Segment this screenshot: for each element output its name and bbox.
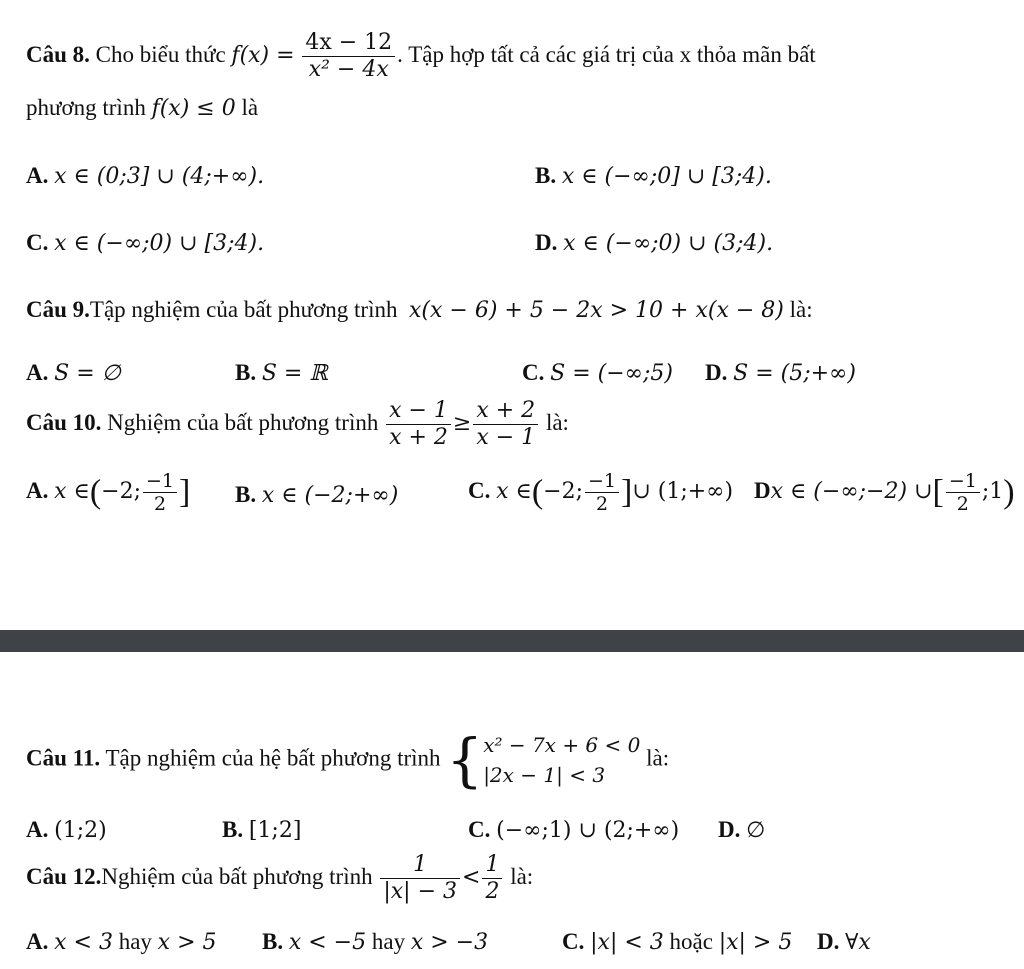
- fraction-numerator: −1: [585, 470, 619, 493]
- option-text: (−∞;1) ∪ (2;+∞): [496, 818, 680, 843]
- option-math-2: |x| > 5: [718, 930, 793, 955]
- question-11-option-a: [26, 816, 107, 845]
- option-text: S = (5;+∞): [733, 361, 856, 386]
- question-8-option-d: [535, 229, 773, 258]
- question-11-system: [483, 730, 640, 790]
- fraction-denominator: x − 1: [476, 425, 536, 450]
- option-math-1: |x| < 3: [590, 930, 664, 955]
- question-8-fraction: [302, 30, 395, 83]
- option-label: B.: [262, 929, 284, 954]
- question-11-text: Tập nghiệm của hệ bất phương trình: [105, 745, 441, 771]
- question-10-tail: là:: [545, 409, 569, 435]
- question-8-text-rest: . Tập hợp tất cả các giá trị của x thỏa mãn bất: [397, 41, 816, 67]
- question-9-line: [26, 296, 813, 325]
- option-label: D: [754, 477, 771, 503]
- question-8-line-1: [26, 30, 816, 83]
- option-label: C.: [468, 817, 491, 842]
- option-connector: hay: [118, 929, 152, 954]
- question-12-left-fraction: [380, 852, 460, 905]
- fraction-numerator: x − 1: [386, 398, 451, 425]
- question-12-option-a: [26, 928, 217, 957]
- fraction-denominator: 2: [956, 493, 969, 515]
- fraction-denominator: 2: [485, 879, 500, 904]
- question-9-text: Tập nghiệm của bất phương trình: [89, 297, 398, 322]
- option-math-1: x < 3: [54, 930, 113, 955]
- option-label: C.: [26, 230, 49, 255]
- open-paren: (: [531, 473, 544, 511]
- option-interval-end: ;1: [981, 478, 1004, 504]
- question-10-option-a: [26, 470, 190, 515]
- option-text: x ∈ (0;3] ∪ (4;+∞).: [54, 164, 265, 189]
- question-10-option-c: [468, 470, 733, 515]
- question-8-option-b: [535, 162, 772, 191]
- question-12-text: Nghiệm của bất phương trình: [101, 863, 373, 889]
- fraction-numerator: x + 2: [473, 398, 538, 425]
- option-math-2: x > −3: [410, 930, 489, 955]
- option-label: A.: [26, 817, 49, 842]
- question-11-option-c: [468, 816, 679, 845]
- fraction-denominator: 2: [595, 493, 609, 515]
- option-interval-start: −2;: [543, 478, 583, 504]
- option-connector: hoặc: [669, 929, 713, 954]
- open-paren: (: [89, 473, 102, 511]
- option-label: A.: [26, 163, 49, 188]
- option-label: C.: [468, 477, 491, 503]
- option-union-tail: ∪ (1;+∞): [632, 478, 734, 504]
- question-9-inequality: x(x − 6) + 5 − 2x > 10 + x(x − 8): [409, 298, 784, 323]
- fraction-numerator: 1: [482, 852, 502, 879]
- option-math-1: x < −5: [288, 930, 367, 955]
- question-11-line: [26, 726, 670, 794]
- system-equation-1: x² − 7x + 6 < 0: [483, 733, 641, 757]
- option-text: S = (−∞;5): [550, 361, 673, 386]
- fraction-denominator: 2: [153, 493, 167, 515]
- fraction-numerator: −1: [143, 470, 177, 493]
- question-8-fraction-denominator: x² − 4x: [308, 57, 389, 82]
- question-12-right-fraction: [482, 852, 502, 905]
- option-text: [1;2]: [248, 818, 302, 843]
- question-8-line-2: [26, 94, 258, 123]
- option-label: B.: [235, 482, 257, 507]
- question-8-label: Câu 8.: [26, 41, 90, 67]
- question-11-option-b: [222, 816, 301, 845]
- option-label: A.: [26, 929, 49, 954]
- question-9-label: Câu 9.: [26, 297, 90, 322]
- option-label: D.: [817, 929, 840, 954]
- option-prefix: x ∈ (−∞;−2) ∪: [770, 478, 933, 504]
- fraction-denominator: |x| − 3: [383, 879, 457, 904]
- question-9-option-b: [235, 359, 328, 388]
- question-8-line2-text: phương trình: [26, 95, 146, 120]
- question-9-tail: là:: [789, 297, 813, 322]
- question-8-fraction-numerator: 4x − 12: [302, 30, 395, 57]
- option-text: (1;2): [54, 818, 107, 843]
- option-math-1: ∀x: [845, 930, 871, 955]
- question-8-function-lhs: f(x) =: [231, 42, 295, 68]
- question-12-label: Câu 12.: [26, 863, 102, 889]
- question-9-option-d: [705, 359, 856, 388]
- option-text: x ∈ (−∞;0] ∪ [3;4).: [561, 164, 772, 189]
- question-8-option-c: [26, 229, 264, 258]
- question-10-option-d: [754, 470, 1015, 515]
- question-9-option-c: [522, 359, 673, 388]
- question-10-operator: ≥: [452, 410, 472, 436]
- option-label: C.: [562, 929, 585, 954]
- question-11-option-d: [718, 816, 765, 845]
- option-label: D.: [705, 360, 728, 385]
- option-fraction: [585, 470, 619, 515]
- option-interval-start: −2;: [101, 478, 141, 504]
- system-brace: {: [446, 726, 484, 794]
- question-10-right-fraction: [473, 398, 538, 451]
- question-10-label: Câu 10.: [26, 409, 102, 435]
- option-text: S = ℝ: [261, 361, 328, 386]
- question-12-option-b: [262, 928, 488, 957]
- question-11-label: Câu 11.: [26, 745, 101, 771]
- question-11-tail: là:: [646, 745, 670, 771]
- question-12-operator: <: [462, 864, 481, 890]
- question-12-option-d: [817, 928, 871, 957]
- option-text: ∅: [746, 818, 766, 843]
- close-bracket: ]: [179, 473, 191, 511]
- question-8-option-a: [26, 162, 264, 191]
- question-12-tail: là:: [510, 863, 534, 889]
- question-8-intro: Cho biểu thức: [95, 41, 226, 67]
- page-separator: [0, 630, 1024, 652]
- option-label: A.: [26, 360, 49, 385]
- option-text: x ∈ (−∞;0) ∪ (3;4).: [563, 231, 774, 256]
- fraction-numerator: −1: [946, 470, 980, 493]
- option-text: S = ∅: [54, 361, 121, 386]
- question-12-line: [26, 852, 533, 905]
- open-bracket: [: [932, 473, 944, 511]
- fraction-numerator: 1: [380, 852, 460, 879]
- question-10-text: Nghiệm của bất phương trình: [107, 409, 379, 435]
- system-equation-2: |2x − 1| < 3: [483, 763, 606, 787]
- option-label: D.: [718, 817, 741, 842]
- option-text: x ∈ (−2;+∞): [261, 483, 399, 508]
- question-10-left-fraction: [386, 398, 451, 451]
- option-fraction: [946, 470, 980, 515]
- close-bracket: ]: [621, 473, 633, 511]
- option-connector: hay: [371, 929, 406, 954]
- option-fraction: [143, 470, 177, 515]
- fraction-denominator: x + 2: [389, 425, 448, 450]
- option-label: B.: [235, 360, 257, 385]
- option-math-2: x > 5: [157, 930, 217, 955]
- document-page-2: [0, 652, 1024, 969]
- question-8-inequality: f(x) ≤ 0: [151, 96, 236, 121]
- option-label: B.: [222, 817, 244, 842]
- question-10-line: [26, 398, 569, 451]
- option-label: C.: [522, 360, 545, 385]
- question-10-option-b: [235, 481, 398, 510]
- option-label: A.: [26, 477, 49, 503]
- question-9-option-a: [26, 359, 121, 388]
- option-label: B.: [535, 163, 557, 188]
- option-prefix: x ∈: [54, 478, 90, 504]
- question-12-option-c: [562, 928, 792, 957]
- option-text: x ∈ (−∞;0) ∪ [3;4).: [54, 231, 265, 256]
- close-paren: ): [1003, 473, 1015, 511]
- option-label: D.: [535, 230, 558, 255]
- option-prefix: x ∈: [496, 478, 532, 504]
- question-8-line2-tail: là: [241, 95, 259, 120]
